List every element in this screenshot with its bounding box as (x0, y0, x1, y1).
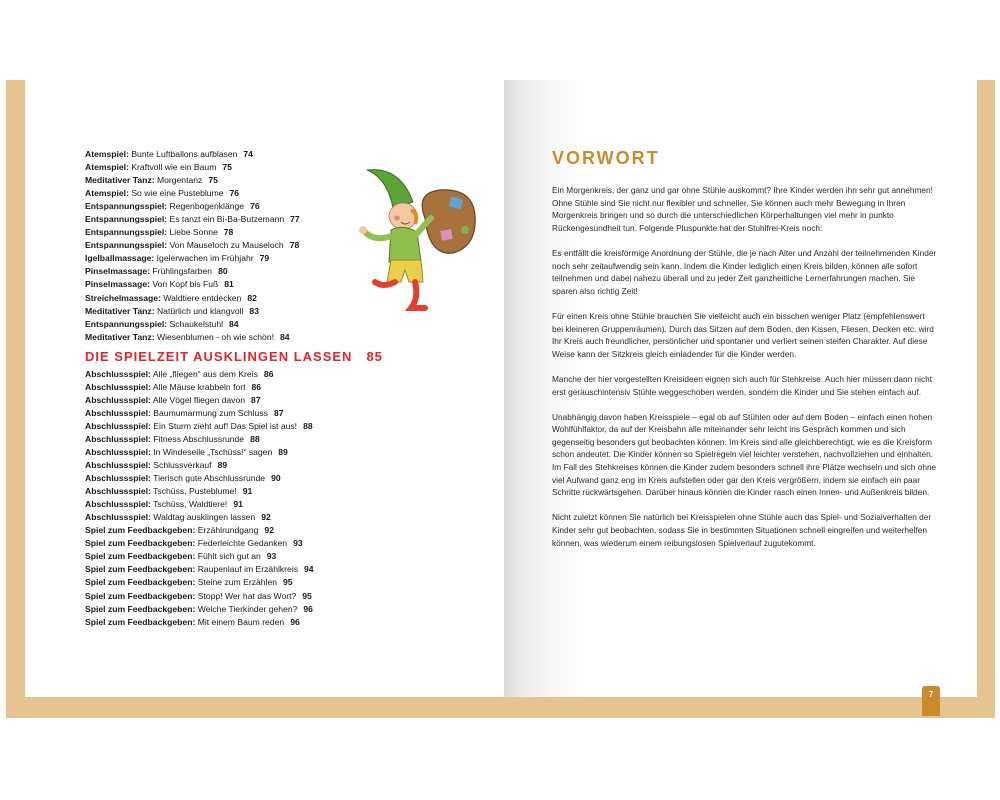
preface-paragraph: Manche der hier vorgestellten Kreisideen eignen sich auch für Stehkreise. Auch hier müssen dann nicht erst geräuschintensiv Stühle weggeschoben werden, sondern die Kinder und Sie stehen einfach auf. (552, 373, 933, 397)
toc-entry-kind: Spiel zum Feedbackgeben: (85, 603, 196, 614)
toc-entry (85, 305, 385, 318)
toc-entry-kind: Entspannungsspiel: (85, 201, 168, 212)
section-page: 85 (366, 348, 383, 364)
toc-entry (85, 537, 385, 550)
toc-entry (85, 331, 385, 344)
toc-entry-page: 96 (290, 616, 300, 627)
toc-entry-kind: Entspannungsspiel: (85, 214, 168, 225)
toc-entry-page: 93 (266, 551, 277, 562)
preface-paragraph: Ein Morgenkreis, der ganz und gar ohne Stühle auskommt? Ihre Kinder werden ihn sehr gut annehmen! Ohne Stühle sind Sie nicht nur flexibler und schneller, Sie können auch mehr Bewegung in Ihren Morgenkreis bringen und so durch die unterschiedlichen Körperhaltungen viel mehr in punkto Rückengesundheit tun. Folgende Pluspunkte hat der Stuhlfrei-Kreis noch: (552, 185, 933, 233)
toc-entry-title: Waldtiere entdecken (163, 292, 242, 303)
toc-entry-kind: Abschlussspiel: (85, 381, 151, 392)
toc-entry-kind: Spiel zum Feedbackgeben: (85, 577, 196, 588)
toc-entry-title: Von Mauseloch zu Mauseloch (169, 240, 284, 251)
toc-entry (85, 576, 385, 589)
toc-entry-kind: Abschlussspiel: (85, 486, 151, 497)
toc-entry-page: 76 (250, 201, 260, 212)
toc-entry-page: 81 (224, 279, 234, 290)
preface-title: VORWORT (552, 148, 660, 168)
preface-paragraph: Es entfällt die kreisförmige Anordnung der Stühle, die je nach Alter und Anzahl der teilnehmenden Kinder noch sehr zeitaufwendig sein kann. Indem die Kinder lediglich einen Kreis bilden, können alle sofort teilnehmen und dabei nahezu überall und zu jeder Zeit ganzheitliche Lernerfahrungen machen. Sie sparen also richtig Zeit! (552, 247, 937, 296)
toc-entry (85, 459, 385, 472)
toc-entry-title: Tierisch gute Abschlussrunde (153, 473, 266, 484)
toc-entry-page: 94 (304, 564, 314, 575)
toc-entry-title: Welche Tierkinder gehen? (197, 603, 298, 614)
toc-entry-title: Alle Vögel fliegen davon (152, 394, 246, 405)
toc-entry-kind: Meditativer Tanz: (85, 331, 155, 342)
toc-entry (85, 550, 385, 563)
toc-entry-kind: Abschlussspiel: (85, 460, 151, 471)
toc-entry-page: 77 (290, 214, 300, 225)
toc-entry-title: Tschüss, Pusteblume! (153, 486, 237, 497)
toc-entry-title: Alle Mäuse krabbeln fort (152, 381, 246, 392)
toc-entry-kind: Streichelmassage: (85, 292, 161, 303)
toc-entry-page: 83 (249, 305, 259, 316)
toc-entry-title: Morgentanz (156, 175, 203, 186)
preface-paragraph: Unabhängig davon haben Kreisspiele – egal ob auf Stühlen oder auf dem Boden – einfach einen hohen Wohlfühlfaktor, da auf der Kreisbahn alle miteinander sehr leicht ins Gespräch kommen und sich gegenseitig besonders gut beobachten können. Im Kreis sind alle gleichberechtigt, wie es die Kreisform schon andeutet. Die Kinder können so Spielregeln viel leichter verstehen, nachvollziehen und einhalten. Im Fall des Stehkreises können die Kinder zudem besonders schnell ihre Plätze wechseln und sich ohne viel Aufwand ganz eng im Kreis aufstellen oder gar den Kreis vergrößern, indem sie einfach ein paar Schritte rückwärtsgehen. Darüber hinaus können die Kinder rasch einen Innen- und Außenkreis bilden. (552, 411, 937, 498)
toc-entry-page: 88 (303, 420, 313, 431)
toc-entry-page: 88 (250, 433, 260, 444)
toc-entry (85, 239, 385, 252)
toc-entry-kind: Abschlussspiel: (85, 512, 151, 523)
toc-entry-page: 93 (293, 538, 303, 549)
left-page (25, 80, 504, 697)
toc-entry-title: Mit einem Baum reden (197, 616, 285, 627)
toc-entry-kind: Abschlussspiel: (85, 473, 151, 484)
toc-entry-kind: Entspannungsspiel: (85, 240, 168, 251)
toc-entry-kind: Spiel zum Feedbackgeben: (85, 551, 196, 562)
toc-entry-kind: Spiel zum Feedbackgeben: (85, 564, 196, 575)
toc-entry-page: 87 (251, 394, 261, 405)
toc-entry-kind: Entspannungsspiel: (85, 318, 168, 329)
toc-entry (85, 200, 385, 213)
toc-entry-title: Tschüss, Waldtiere! (153, 499, 228, 510)
toc-entry-page: 75 (208, 175, 218, 186)
toc-entry-kind: Abschlussspiel: (85, 446, 151, 457)
toc-entry-title: Steine zum Erzählen (197, 577, 278, 588)
toc-entry-kind: Atemspiel: (85, 162, 129, 173)
toc-entry-title: Wiesenblumen - oh wie schön! (156, 331, 274, 342)
toc-entry-page: 80 (218, 266, 228, 277)
toc-entry-title: Waldtag ausklingen lassen (153, 512, 256, 523)
toc-entry-kind: Igelballmassage: (85, 253, 155, 264)
toc-entry (85, 187, 385, 200)
toc-entry-title: Kraftvoll wie ein Baum (131, 162, 217, 173)
right-page (504, 80, 977, 697)
toc-entry-title: Ein Sturm zieht auf! Das Spiel ist aus! (153, 420, 298, 431)
toc-entry-kind: Pinselmassage: (85, 279, 150, 290)
preface-paragraph: Für einen Kreis ohne Stühle brauchen Sie vielleicht auch ein bisschen weniger Platz (empfehlenswert bei kleineren Gruppenräumen). Durch das Sitzen auf dem Boden, den Kissen, Fliesen, Decken etc. wird Ihr Kreis auch freundlicher, persönlicher und spontaner und verliert seinen steifen Charakter. Auf diese Weise kann der Sitzkreis gleich einladender für die Kinder werden. (552, 310, 934, 359)
toc-entry-page: 74 (243, 149, 253, 159)
toc-entry-page: 84 (229, 318, 239, 329)
toc-entry (85, 472, 385, 485)
preface-body (552, 184, 937, 562)
toc-entry-title: Liebe Sonne (169, 227, 218, 238)
toc-entry-kind: Spiel zum Feedbackgeben: (85, 525, 196, 536)
toc-entry (85, 498, 385, 511)
toc-entry (85, 433, 385, 446)
toc-entry (85, 213, 385, 226)
toc-entry-title: Erzählrundgang (197, 525, 259, 536)
toc-entry-page: 75 (222, 162, 232, 173)
toc-entry (85, 420, 385, 433)
toc-entry-title: Bunte Luftballons aufblasen (131, 149, 238, 159)
toc-entry-title: Stopp! Wer hat das Wort? (197, 590, 297, 601)
toc-entry-title: Frühlingsfarben (152, 266, 213, 277)
toc-entry-page: 96 (303, 603, 313, 614)
toc-entry-title: Baumumarmung zum Schluss (153, 407, 268, 418)
toc-entry-page: 86 (263, 368, 274, 379)
toc-entry-page: 91 (233, 499, 243, 510)
toc-entry-title: Igelerwachen im Frühjahr (156, 253, 254, 264)
toc-entry (85, 252, 385, 265)
toc-entry-kind: Abschlussspiel: (85, 368, 151, 379)
toc-entry-kind: Spiel zum Feedbackgeben: (85, 538, 196, 549)
toc-entry-title: In Windeseile „Tschüss!“ sagen (153, 446, 273, 457)
toc-entry-title: Es tanzt ein Bi-Ba-Butzemann (169, 214, 285, 225)
toc-entry (85, 485, 385, 498)
toc-entry-kind: Abschlussspiel: (85, 407, 151, 418)
toc-entry-page: 82 (247, 292, 257, 303)
page-number-tab: 7 (922, 686, 940, 716)
toc-entry (85, 394, 385, 407)
section-title: DIE SPIELZEIT AUSKLINGEN LASSEN (85, 348, 353, 364)
toc-entry-page: 87 (273, 407, 284, 418)
toc-entry-title: So wie eine Pusteblume (131, 188, 224, 199)
toc-entry (85, 590, 385, 603)
preface-paragraph: Nicht zuletzt können Sie natürlich bei Kreisspielen ohne Stühle auch das Spiel- und Sozialverhalten der Kinder sehr gut beobachten, sodass Sie in bestimmten Situationen schnell eingreifen und weiterhelfen können, was wiederum einem reibungslosen Spielverlauf zugutekommt. (552, 512, 932, 548)
toc-entry-kind: Entspannungsspiel: (85, 227, 168, 238)
toc-entry-page: 76 (229, 188, 240, 199)
toc-entry (85, 616, 385, 629)
toc-entry-page: 95 (283, 577, 293, 588)
book-spread (6, 80, 995, 718)
toc-entry-title: Schlussverkauf (153, 460, 212, 471)
toc-entry-page: 92 (264, 525, 274, 536)
toc-entry-kind: Pinselmassage: (85, 266, 150, 277)
toc-entry-kind: Abschlussspiel: (85, 499, 151, 510)
toc-entry (85, 603, 385, 616)
toc-entry (85, 174, 385, 187)
toc-entry-page: 90 (271, 473, 281, 484)
toc-entry (85, 148, 385, 161)
toc-entry-page: 89 (278, 446, 288, 457)
toc-entry-page: 95 (302, 590, 312, 601)
table-of-contents (85, 148, 385, 629)
toc-entry (85, 161, 385, 174)
toc-entry-page: 91 (242, 486, 253, 497)
gnome-with-sack-icon (345, 158, 495, 318)
toc-entry (85, 381, 385, 394)
toc-entry (85, 511, 385, 524)
toc-entry (85, 226, 385, 239)
toc-entry (85, 524, 385, 537)
toc-entry-page: 86 (251, 381, 262, 392)
toc-entry-title: Schaukelstuhl (169, 318, 224, 329)
toc-entry (85, 265, 385, 278)
toc-entry-kind: Abschlussspiel: (85, 420, 151, 431)
toc-group-closing (85, 368, 385, 629)
toc-entry-title: Fühlt sich gut an (197, 551, 261, 562)
toc-entry (85, 563, 385, 576)
toc-group-relaxation (85, 148, 385, 344)
toc-entry-title: Federleichte Gedanken (197, 538, 288, 549)
toc-entry-kind: Atemspiel: (85, 149, 129, 159)
section-heading (85, 348, 385, 366)
toc-entry-title: Raupenlauf im Erzählkreis (197, 564, 299, 575)
toc-entry (85, 407, 385, 420)
toc-entry-page: 92 (261, 512, 271, 523)
toc-entry-page: 79 (259, 253, 270, 264)
toc-entry (85, 368, 385, 381)
toc-entry (85, 318, 385, 331)
toc-entry-title: Natürlich und klangvoll (156, 305, 244, 316)
toc-entry-kind: Abschlussspiel: (85, 394, 151, 405)
toc-entry-title: Fitness Abschlussrunde (153, 433, 245, 444)
toc-entry-page: 78 (223, 227, 234, 238)
toc-entry-kind: Meditativer Tanz: (85, 175, 155, 186)
toc-entry (85, 292, 385, 305)
toc-entry (85, 446, 385, 459)
toc-entry-page: 78 (289, 240, 300, 251)
toc-entry-title: Alle „fliegen“ aus dem Kreis (152, 368, 258, 379)
toc-entry (85, 278, 385, 291)
toc-entry-title: Regenbogenklänge (169, 201, 245, 212)
toc-entry-kind: Spiel zum Feedbackgeben: (85, 590, 196, 601)
toc-entry-title: Von Kopf bis Fuß (152, 279, 219, 290)
toc-entry-page: 84 (279, 331, 290, 342)
toc-entry-kind: Atemspiel: (85, 188, 129, 199)
toc-entry-page: 89 (217, 460, 228, 471)
toc-entry-kind: Meditativer Tanz: (85, 305, 155, 316)
toc-entry-kind: Abschlussspiel: (85, 433, 151, 444)
toc-entry-kind: Spiel zum Feedbackgeben: (85, 616, 196, 627)
